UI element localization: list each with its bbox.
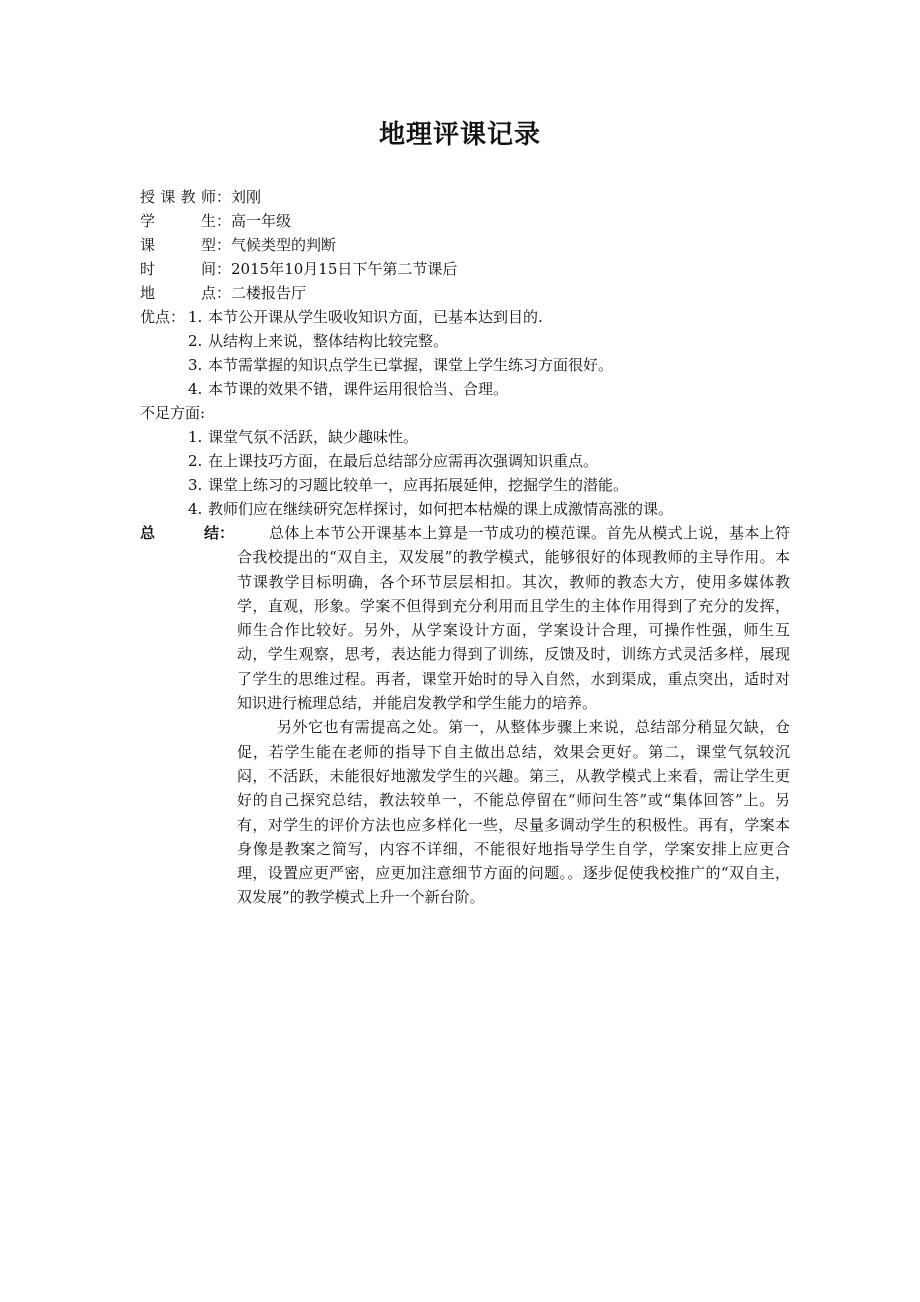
item-number: 3.	[188, 476, 203, 494]
type-label: 课型	[140, 236, 216, 254]
colon: ：	[216, 236, 232, 254]
summary-body	[237, 521, 790, 910]
item-number: 2.	[188, 332, 203, 350]
student-value: 高一年级	[231, 212, 292, 230]
item-text: 课堂气氛不活跃，缺少趣味性。	[208, 428, 419, 446]
strengths-label: 优点：	[140, 308, 186, 326]
colon: ：	[216, 212, 232, 230]
weakness-item	[188, 451, 598, 471]
item-text: 在上课技巧方面，在最后总结部分应需再次强调知识重点。	[208, 452, 599, 470]
item-text: 课堂上练习的习题比较单一，应再拓展延伸，挖掘学生的潜能。	[208, 476, 629, 494]
strength-item	[188, 331, 448, 351]
item-text: 从结构上来说，整体结构比较完整。	[208, 332, 449, 350]
item-text: 本节课的效果不错，课件运用很恰当、合理。	[208, 380, 509, 398]
colon: ：	[216, 260, 232, 278]
teacher-row	[140, 187, 261, 207]
time-label: 时间	[140, 260, 216, 278]
page-title: 地理评课记录	[378, 120, 541, 150]
colon: ：	[216, 188, 232, 206]
item-text: 教师们应在继续研究怎样探讨，如何把本枯燥的课上成激情高涨的课。	[208, 500, 674, 518]
colon: ：	[216, 284, 232, 302]
type-row	[140, 235, 336, 255]
item-number: 1.	[188, 428, 203, 446]
time-value: 2015年10月15日下午第二节课后	[231, 260, 458, 278]
strength-item	[188, 355, 613, 375]
item-number: 2.	[188, 452, 203, 470]
weakness-item	[188, 475, 628, 495]
place-row	[140, 283, 306, 303]
summary-label-part1: 总	[140, 524, 156, 542]
summary-paragraph-1: 总体上本节公开课基本上算是一节成功的模范课。首先从模式上说，基本上符合我校提出的“双自主，双发展”的教学模式，能够很好的体现教师的主导作用。本节课教学目标明确，各个环节层层相扣。其次，教师的教态大方，使用多媒体教学，直观，形象。学案不但得到充分利用而且学生的主体作用得到了充分的发挥，师生合作比较好。另外，从学案设计方面，学案设计合理，可操作性强，师生互动，学生观察，思考，表达能力得到了训练，反馈及时，训练方式灵活多样，展现了学生的思维过程。再者，课堂开始时的导入自然，水到渠成，重点突出，适时对知识进行梳理总结，并能启发教学和学生能力的培养。	[237, 524, 790, 713]
item-text: 本节需掌握的知识点学生已掌握，课堂上学生练习方面很好。	[208, 356, 614, 374]
teacher-label: 授课教师	[140, 188, 216, 206]
weakness-item	[188, 427, 418, 447]
student-label: 学生	[140, 212, 216, 230]
student-row	[140, 211, 291, 231]
summary-label	[140, 523, 235, 543]
item-number: 1.	[188, 308, 203, 326]
type-value: 气候类型的判断	[231, 236, 337, 254]
item-text: 本节公开课从学生吸收知识方面，已基本达到目的.	[208, 308, 543, 326]
item-number: 4.	[188, 500, 203, 518]
weakness-item	[188, 499, 673, 519]
strength-item	[188, 307, 543, 327]
teacher-value: 刘刚	[231, 188, 262, 206]
place-label: 地点	[140, 284, 216, 302]
time-row	[140, 259, 457, 279]
summary-paragraph-2: 另外它也有需提高之处。第一，从整体步骤上来说，总结部分稍显欠缺，仓促，若学生能在老师的指导下自主做出总结，效果会更好。第二，课堂气氛较沉闷，不活跃，未能很好地激发学生的兴趣。第三，从教学模式上来看，需让学生更好的自己探究总结，教法较单一，不能总停留在“师问生答”或“集体回答”上。另有，对学生的评价方法也应多样化一些，尽量多调动学生的积极性。再有，学案本身像是教案之简写，内容不详细，不能很好地指导学生自学，学案安排上应更合理，设置应更严密，应更加注意细节方面的问题。。逐步促使我校推广的“双自主，双发展”的教学模式上升一个新台阶。	[237, 718, 790, 907]
place-value: 二楼报告厅	[231, 284, 307, 302]
weaknesses-label: 不足方面:	[140, 404, 206, 422]
item-number: 4.	[188, 380, 203, 398]
item-number: 3.	[188, 356, 203, 374]
strength-item	[188, 379, 508, 399]
summary-label-part2: 结：	[204, 524, 235, 542]
